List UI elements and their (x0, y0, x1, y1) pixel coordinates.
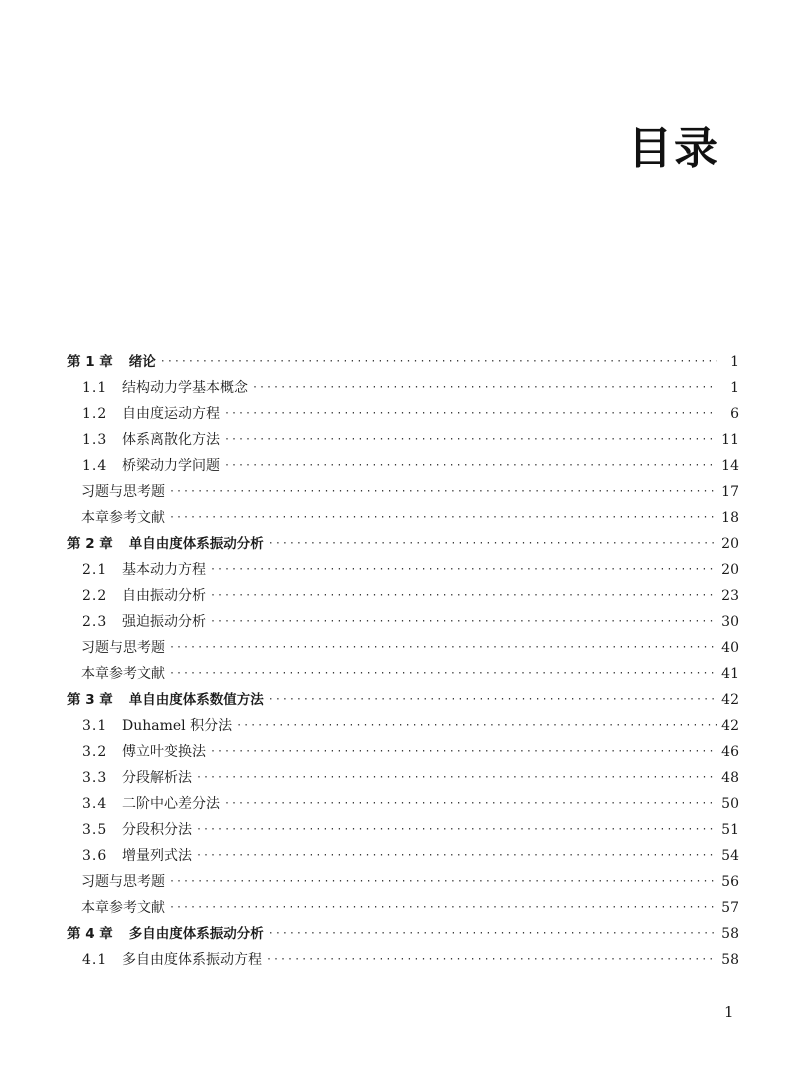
dot-leader (169, 895, 717, 921)
toc-entry-number: 3.1 (82, 718, 108, 734)
page-title: 目录 (628, 123, 720, 174)
toc-extra-entry[interactable] (0, 635, 790, 661)
toc-entry-label (82, 375, 250, 401)
toc-entry-title: 傅立叶变换法 (122, 744, 206, 760)
dot-leader (169, 479, 717, 505)
toc-entry-page: 30 (721, 614, 739, 630)
toc-section-entry[interactable] (0, 843, 790, 869)
toc-entry-title: 单自由度体系数值方法 (128, 692, 264, 708)
page-number: 1 (724, 1003, 734, 1021)
toc-entry-page: 41 (721, 666, 739, 682)
table-of-contents (0, 349, 790, 973)
toc-section-entry[interactable] (0, 401, 790, 427)
toc-entry-page: 57 (721, 900, 739, 916)
toc-entry-page: 42 (721, 692, 739, 708)
toc-entry-title: 习题与思考题 (81, 874, 165, 890)
dot-leader (224, 453, 717, 479)
toc-entry-number: 2.2 (82, 588, 108, 604)
toc-entry-page: 1 (730, 380, 739, 396)
toc-entry-label (81, 661, 167, 687)
toc-entry-number: 3.3 (82, 770, 108, 786)
toc-entry-label (67, 921, 266, 947)
toc-entry-title: 分段解析法 (122, 770, 192, 786)
toc-entry-number: 1.4 (82, 458, 108, 474)
toc-entry-label (82, 401, 222, 427)
toc-entry-title: 强迫振动分析 (122, 614, 206, 630)
toc-entry-title: 二阶中心差分法 (122, 796, 220, 812)
dot-leader (268, 531, 717, 557)
toc-entry-page: 51 (721, 822, 739, 838)
toc-entry-label (82, 557, 208, 583)
toc-entry-page: 56 (721, 874, 739, 890)
toc-entry-label (82, 583, 208, 609)
toc-entry-label (81, 635, 167, 661)
toc-entry-title: 本章参考文献 (81, 900, 165, 916)
toc-entry-page: 48 (721, 770, 739, 786)
toc-entry-title: 增量列式法 (122, 848, 192, 864)
toc-entry-page: 54 (721, 848, 739, 864)
toc-entry-label (82, 843, 194, 869)
toc-entry-number: 2.3 (82, 614, 108, 630)
toc-entry-number: 3.2 (82, 744, 108, 760)
dot-leader (210, 583, 717, 609)
toc-section-entry[interactable] (0, 739, 790, 765)
toc-entry-label (82, 791, 222, 817)
toc-entry-page: 42 (721, 718, 739, 734)
toc-entry-number: 1.3 (82, 432, 108, 448)
toc-entry-page: 58 (721, 952, 739, 968)
dot-leader (266, 947, 717, 973)
toc-section-entry[interactable] (0, 791, 790, 817)
toc-entry-page: 40 (721, 640, 739, 656)
toc-section-entry[interactable] (0, 817, 790, 843)
toc-entry-page: 18 (721, 510, 739, 526)
toc-entry-title: 分段积分法 (122, 822, 192, 838)
dot-leader (268, 921, 717, 947)
toc-extra-entry[interactable] (0, 895, 790, 921)
toc-entry-label (82, 453, 222, 479)
toc-entry-title: 习题与思考题 (81, 484, 165, 500)
dot-leader (268, 687, 717, 713)
toc-entry-label (67, 531, 266, 557)
dot-leader (210, 609, 717, 635)
toc-entry-label (67, 349, 158, 375)
toc-entry-label (82, 609, 208, 635)
dot-leader (169, 869, 717, 895)
toc-chapter-entry[interactable] (0, 349, 790, 375)
toc-entry-title: 本章参考文献 (81, 510, 165, 526)
dot-leader (210, 739, 717, 765)
toc-section-entry[interactable] (0, 375, 790, 401)
dot-leader (196, 817, 717, 843)
toc-entry-label (82, 947, 264, 973)
dot-leader (169, 661, 717, 687)
toc-entry-label (82, 739, 208, 765)
toc-entry-page: 20 (721, 562, 739, 578)
dot-leader (196, 765, 717, 791)
toc-entry-label (81, 895, 167, 921)
toc-entry-title: 单自由度体系振动分析 (128, 536, 264, 552)
toc-section-entry[interactable] (0, 427, 790, 453)
dot-leader (169, 505, 717, 531)
dot-leader (224, 791, 717, 817)
toc-extra-entry[interactable] (0, 661, 790, 687)
dot-leader (236, 713, 717, 739)
toc-entry-title: 多自由度体系振动方程 (122, 952, 262, 968)
toc-extra-entry[interactable] (0, 869, 790, 895)
dot-leader (169, 635, 717, 661)
toc-entry-title: 体系离散化方法 (122, 432, 220, 448)
toc-chapter-entry[interactable] (0, 921, 790, 947)
toc-entry-page: 11 (721, 432, 739, 448)
toc-entry-title: 本章参考文献 (81, 666, 165, 682)
toc-chapter-entry[interactable] (0, 531, 790, 557)
toc-section-entry[interactable] (0, 557, 790, 583)
toc-entry-number: 2.1 (82, 562, 108, 578)
toc-entry-label (82, 713, 234, 739)
toc-entry-page: 58 (721, 926, 739, 942)
toc-entry-label (81, 869, 167, 895)
toc-entry-page: 23 (721, 588, 739, 604)
dot-leader (196, 843, 717, 869)
toc-entry-title: 结构动力学基本概念 (122, 380, 248, 396)
dot-leader (252, 375, 717, 401)
toc-entry-number: 第 2 章 (67, 536, 113, 552)
toc-entry-label (82, 427, 222, 453)
toc-entry-page: 17 (721, 484, 739, 500)
toc-entry-title: 基本动力方程 (122, 562, 206, 578)
toc-section-entry[interactable] (0, 947, 790, 973)
toc-entry-page: 50 (721, 796, 739, 812)
toc-entry-label (81, 479, 167, 505)
dot-leader (224, 427, 717, 453)
toc-entry-title: 多自由度体系振动分析 (128, 926, 264, 942)
toc-entry-title: 自由度运动方程 (122, 406, 220, 422)
toc-entry-number: 3.6 (82, 848, 108, 864)
dot-leader (210, 557, 717, 583)
toc-entry-number: 3.4 (82, 796, 108, 812)
toc-entry-label (82, 765, 194, 791)
toc-section-entry[interactable] (0, 609, 790, 635)
toc-entry-number: 3.5 (82, 822, 108, 838)
toc-entry-title: Duhamel 积分法 (122, 718, 233, 734)
toc-entry-number: 第 4 章 (67, 926, 113, 942)
toc-entry-page: 6 (730, 406, 739, 422)
toc-section-entry[interactable] (0, 765, 790, 791)
toc-entry-title: 绪论 (128, 354, 156, 370)
toc-entry-title: 自由振动分析 (122, 588, 206, 604)
toc-entry-page: 20 (721, 536, 739, 552)
dot-leader (160, 349, 717, 375)
toc-section-entry[interactable] (0, 583, 790, 609)
toc-extra-entry[interactable] (0, 505, 790, 531)
toc-extra-entry[interactable] (0, 479, 790, 505)
toc-section-entry[interactable] (0, 453, 790, 479)
dot-leader (224, 401, 717, 427)
toc-entry-label (82, 817, 194, 843)
toc-entry-page: 46 (721, 744, 739, 760)
toc-entry-number: 1.2 (82, 406, 108, 422)
toc-entry-title: 桥梁动力学问题 (122, 458, 220, 474)
toc-entry-number: 4.1 (82, 952, 108, 968)
toc-entry-label (67, 687, 266, 713)
toc-entry-title: 习题与思考题 (81, 640, 165, 656)
toc-entry-page: 14 (721, 458, 739, 474)
toc-entry-label (81, 505, 167, 531)
toc-section-entry[interactable] (0, 713, 790, 739)
toc-entry-number: 1.1 (82, 380, 108, 396)
toc-entry-number: 第 1 章 (67, 354, 113, 370)
toc-entry-page: 1 (730, 354, 739, 370)
toc-chapter-entry[interactable] (0, 687, 790, 713)
toc-entry-number: 第 3 章 (67, 692, 113, 708)
